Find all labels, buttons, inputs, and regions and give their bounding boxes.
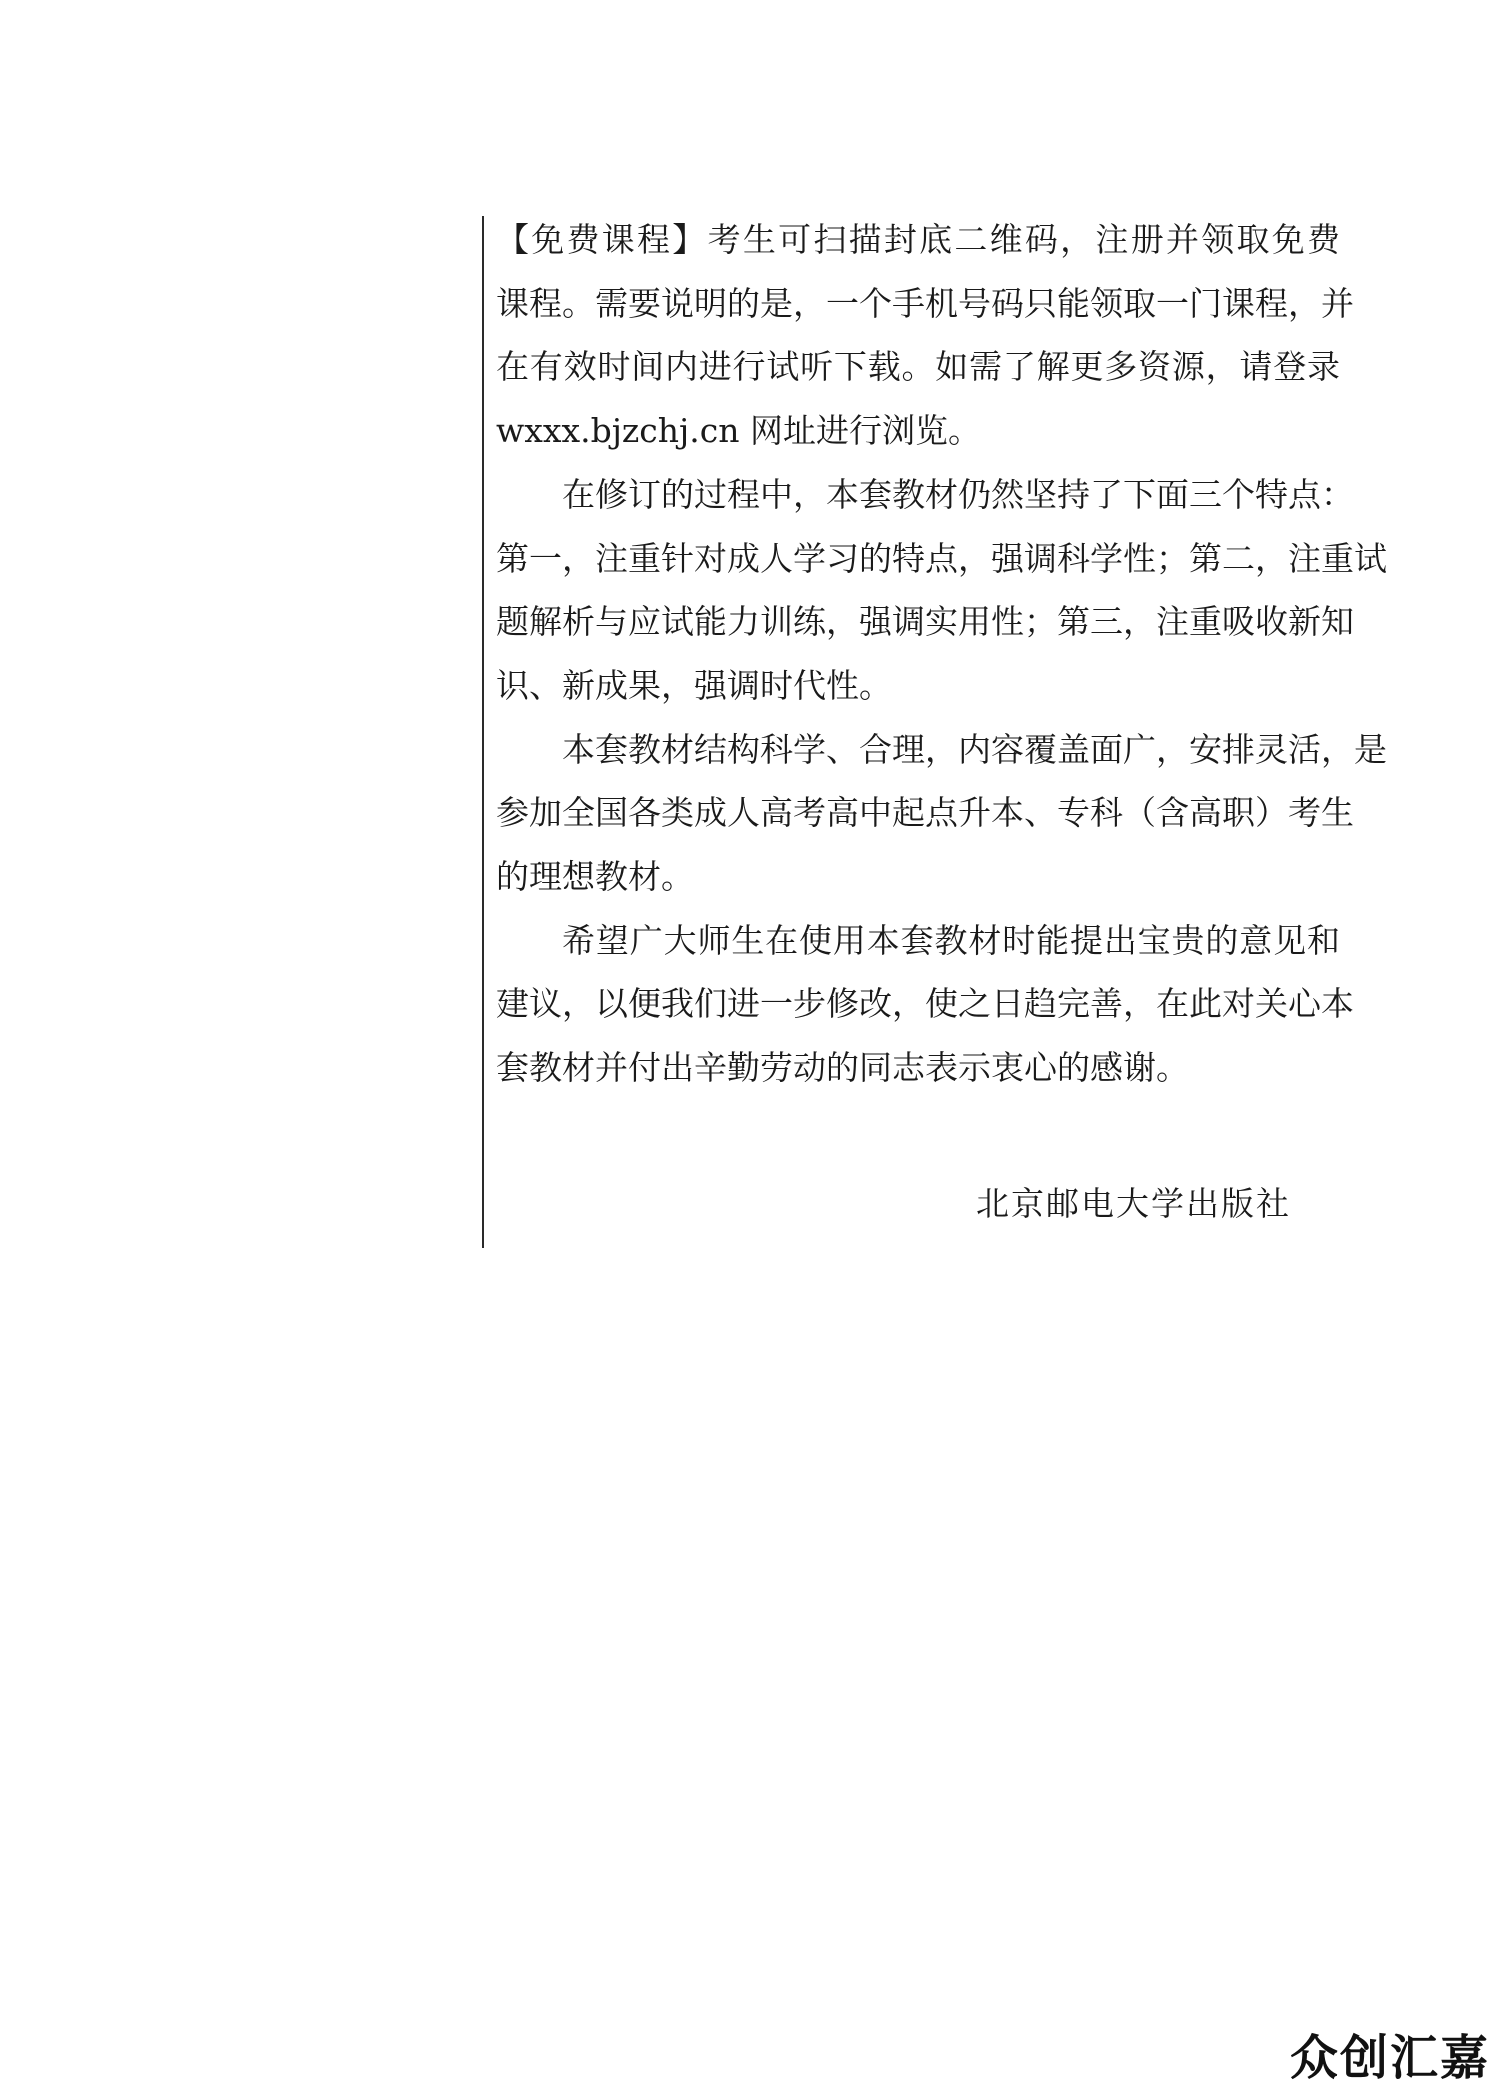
publisher-signature: 北京邮电大学出版社 (976, 1184, 1291, 1223)
paragraph-thanks (496, 909, 1354, 1100)
text-line: 建议，以便我们进一步修改，使之日趋完善，在此对关心本 (496, 984, 1354, 1024)
watermark-logo: 众创汇嘉 (1289, 2030, 1490, 2086)
paragraph-features (496, 463, 1387, 718)
text-line: 课程。需要说明的是，一个手机号码只能领取一门课程，并 (496, 283, 1354, 323)
margin-rule (482, 216, 484, 1248)
paragraph-free-course (496, 208, 1354, 463)
text-line: 参加全国各类成人高考高中起点升本、专科（含高职）考生 (496, 793, 1354, 833)
text-line: 在有效时间内进行试听下载。如需了解更多资源，请登录 (496, 347, 1340, 387)
text-line: 希望广大师生在使用本套教材时能提出宝贵的意见和 (562, 920, 1340, 960)
text-line: 本套教材结构科学、合理，内容覆盖面广，安排灵活，是 (562, 729, 1387, 769)
body-text (496, 208, 1387, 1100)
text-line: 识、新成果，强调时代性。 (496, 665, 892, 705)
text-line: 【免费课程】考生可扫描封底二维码，注册并领取免费 (496, 220, 1340, 259)
text-line: 在修订的过程中，本套教材仍然坚持了下面三个特点： (562, 474, 1354, 514)
text-line: 的理想教材。 (496, 857, 694, 897)
text-line: 第一，注重针对成人学习的特点，强调科学性；第二，注重试 (496, 538, 1387, 578)
paragraph-structure (496, 718, 1387, 909)
text-line: 套教材并付出辛勤劳动的同志表示衷心的感谢。 (496, 1048, 1189, 1088)
text-line: wxxx.bjzchj.cn 网址进行浏览。 (496, 411, 981, 451)
text-line: 题解析与应试能力训练，强调实用性；第三，注重吸收新知 (496, 602, 1354, 642)
